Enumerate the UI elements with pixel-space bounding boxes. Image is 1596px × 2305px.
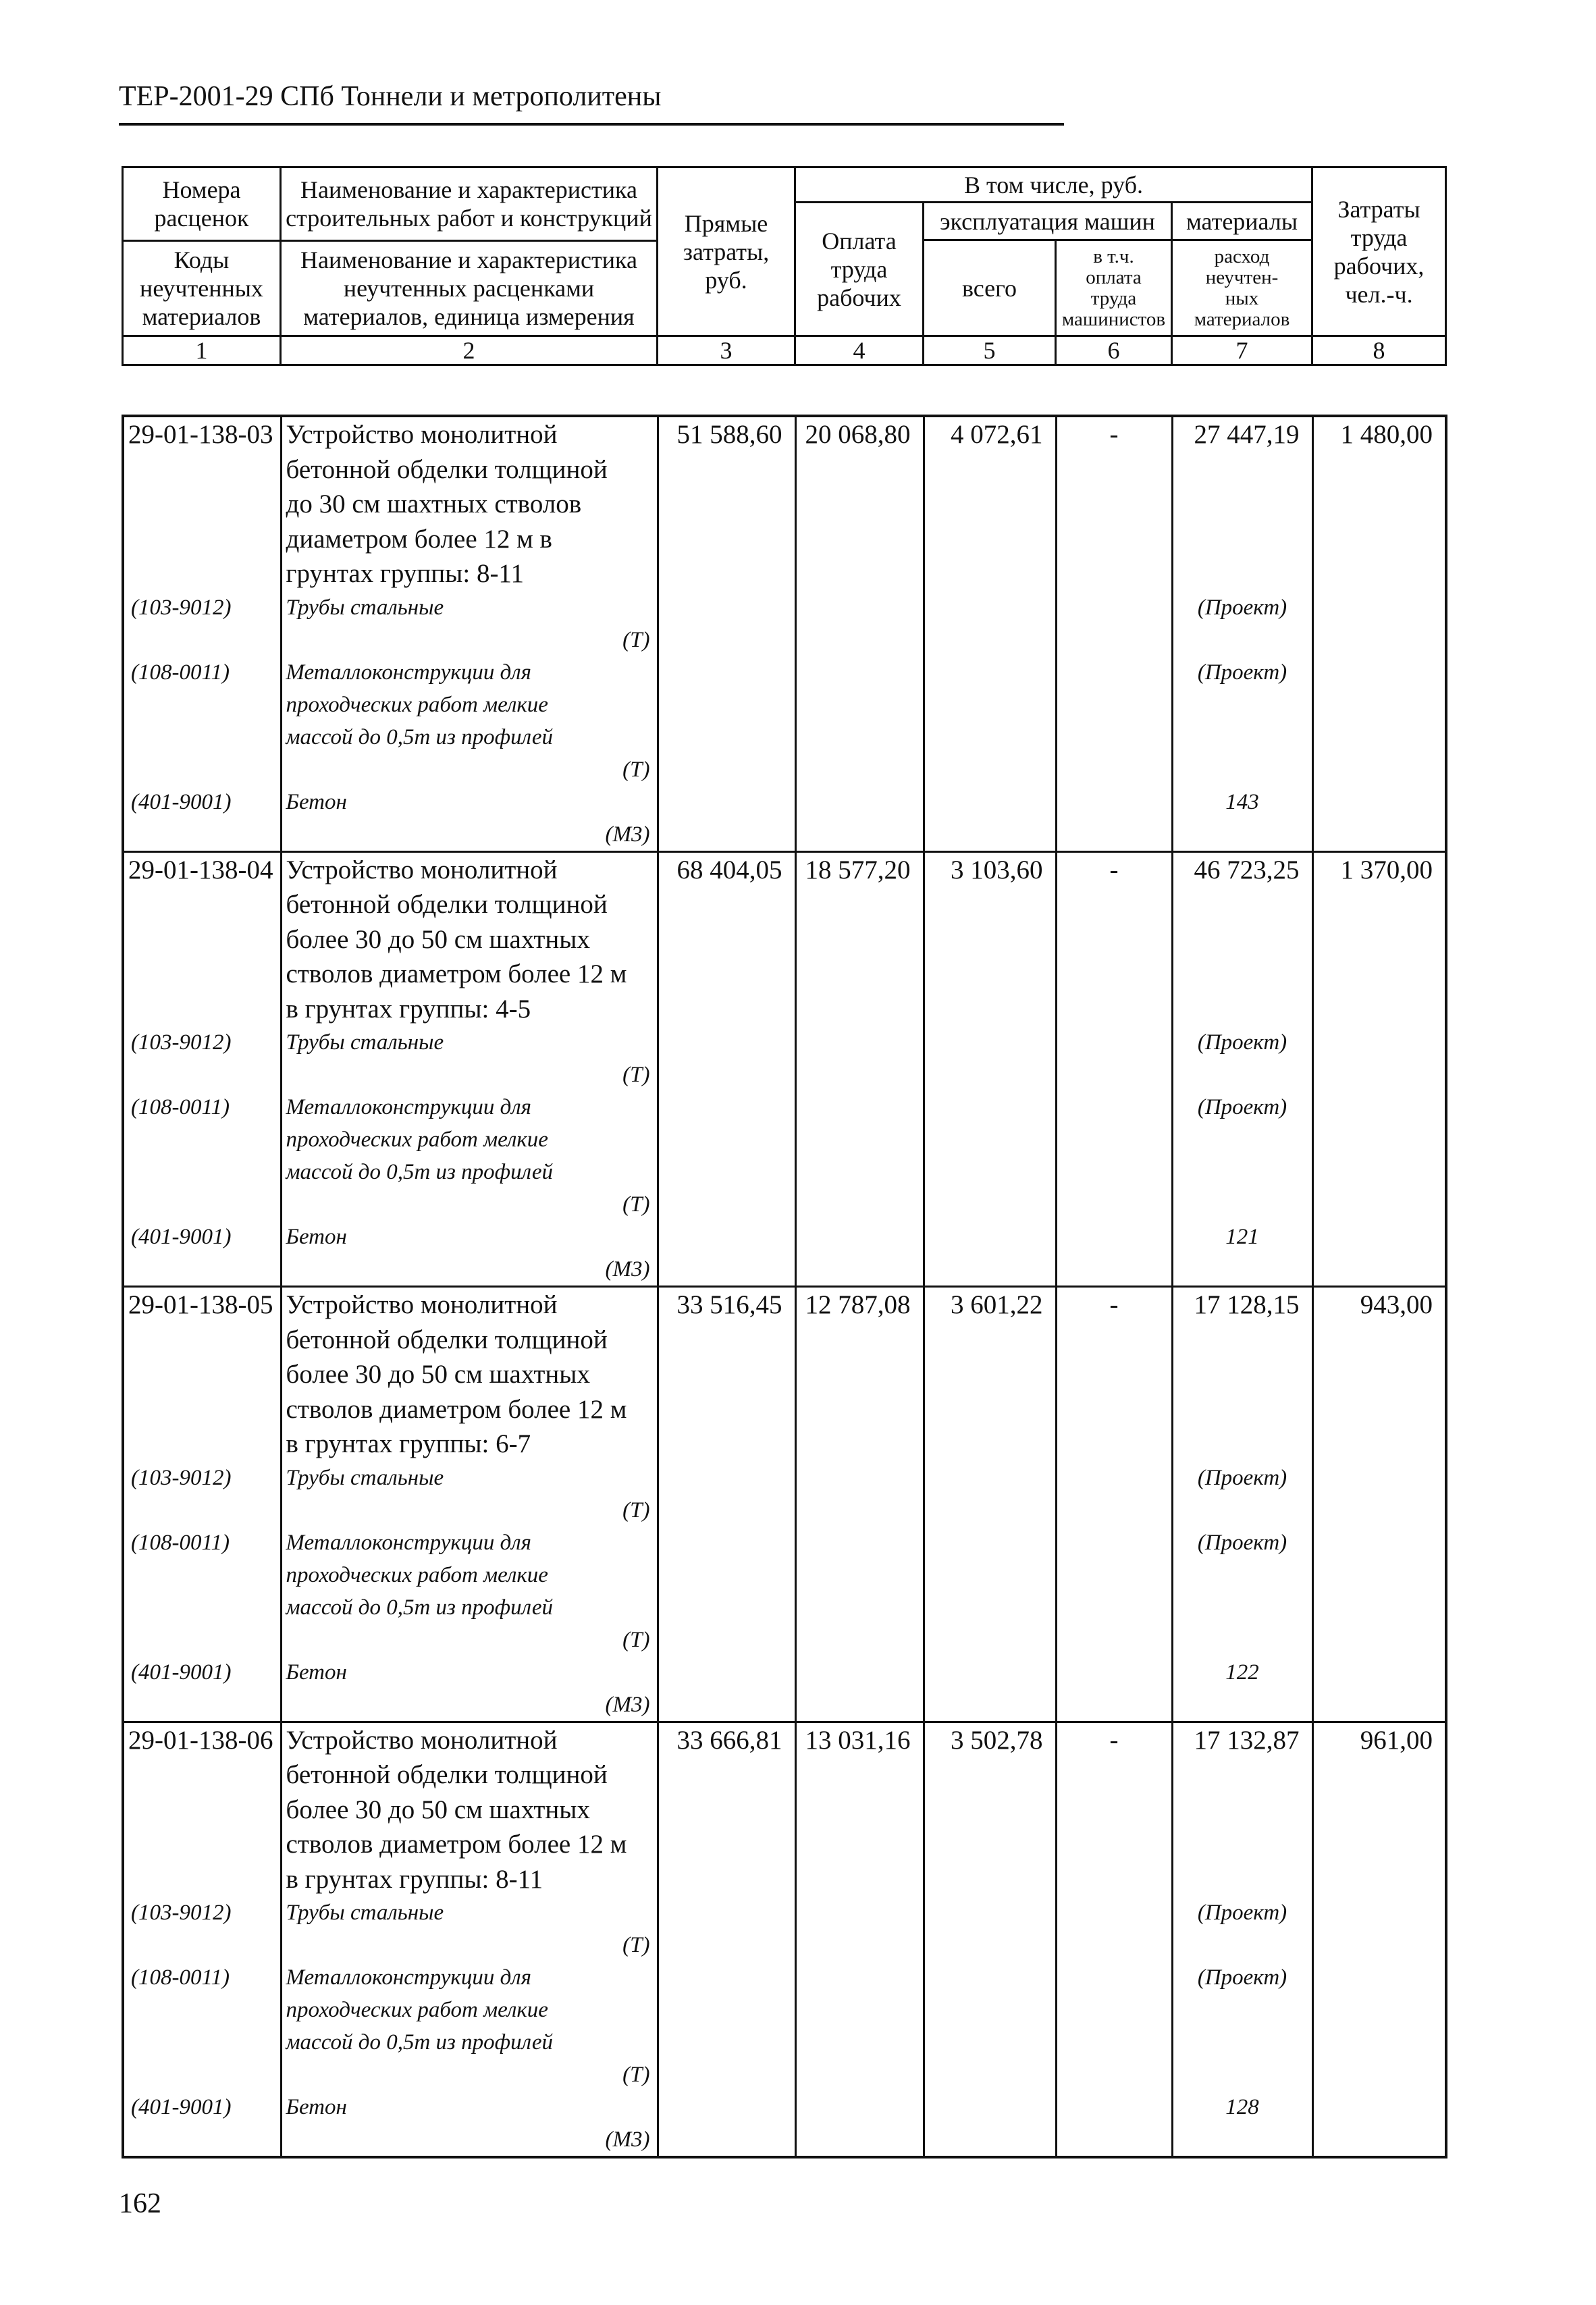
work-name-cell: [281, 851, 658, 1287]
labor-hours-cell: [1312, 1287, 1446, 1722]
header-col4: Оплата труда рабочих: [795, 203, 924, 336]
rate-code-cell: [123, 416, 281, 851]
material-consumption: (Проект): [1197, 1530, 1287, 1555]
work-name-line: в грунтах группы: 4-5: [286, 994, 531, 1024]
table-row: [123, 416, 1446, 851]
material-name-line: Бетон: [286, 1225, 347, 1249]
material-unit: (Т): [622, 1498, 650, 1522]
column-numbers-row: 1 2 3 4 5 6 7 8: [123, 336, 1446, 365]
material-name-line: массой до 0,5т из профилей: [286, 724, 553, 749]
labor-hours-cell: [1312, 851, 1446, 1287]
labor-cost: 20 068,80: [805, 420, 911, 449]
material-unit: (Т): [622, 1933, 650, 1957]
material-unit: (Т): [622, 2063, 650, 2087]
machinists-pay: -: [1109, 1290, 1119, 1319]
direct-costs-cell: [658, 416, 795, 851]
material-name-line: Трубы стальные: [286, 595, 444, 620]
header-col6: в т.ч. оплата труда машинистов: [1056, 240, 1172, 336]
direct-costs: 33 516,45: [676, 1290, 782, 1319]
material-consumption: (Проект): [1197, 1901, 1287, 1925]
work-name-line: бетонной обделки толщиной: [286, 1760, 608, 1789]
labor-hours: 1 370,00: [1340, 855, 1433, 884]
material-unit: (Т): [622, 1063, 650, 1087]
direct-costs: 51 588,60: [676, 420, 782, 449]
work-name-line: стволов диаметром более 12 м: [286, 1830, 627, 1859]
work-name-line: бетонной обделки толщиной: [286, 454, 608, 484]
rate-code: 29-01-138-03: [128, 420, 273, 449]
machines-total: 3 601,22: [951, 1290, 1043, 1319]
labor-hours: 961,00: [1360, 1725, 1433, 1755]
material-name-line: Бетон: [286, 1660, 347, 1685]
header-rule: [119, 123, 1064, 126]
material-code: (103-9012): [131, 1465, 232, 1490]
material-unit: (Т): [622, 1627, 650, 1652]
work-name-cell: [281, 416, 658, 851]
work-name-line: Устройство монолитной: [286, 420, 558, 449]
materials-cell: [1172, 1722, 1312, 2157]
material-code: (103-9012): [131, 1901, 232, 1925]
machines-total-cell: [924, 416, 1056, 851]
materials-cell: [1172, 851, 1312, 1287]
rate-code: 29-01-138-05: [128, 1290, 273, 1319]
header-group: В том числе, руб.: [795, 167, 1312, 203]
labor-hours-cell: [1312, 1722, 1446, 2157]
rate-code: 29-01-138-04: [128, 855, 273, 884]
material-name-line: Трубы стальные: [286, 1030, 444, 1055]
direct-costs-cell: [658, 1287, 795, 1722]
header-col8: Затраты труда рабочих, чел.-ч.: [1312, 167, 1446, 336]
work-name-cell: [281, 1287, 658, 1722]
machinists-pay-cell: [1056, 851, 1172, 1287]
work-name-line: более 30 до 50 см шахтных: [286, 1795, 590, 1824]
work-name-line: бетонной обделки толщиной: [286, 1325, 608, 1354]
material-name-line: массой до 0,5т из профилей: [286, 1160, 553, 1184]
work-name-cell: [281, 1722, 658, 2157]
materials-cell: [1172, 1287, 1312, 1722]
material-unit: (М3): [605, 822, 650, 847]
material-code: (401-9001): [131, 1225, 232, 1249]
header-col2-bottom: Наименование и характеристика неучтенных расценками материалов, единица измерения: [281, 241, 658, 336]
material-consumption: 121: [1225, 1225, 1259, 1249]
material-name-line: Трубы стальные: [286, 1901, 444, 1925]
material-consumption: 122: [1225, 1660, 1259, 1685]
header-machines: эксплуатация машин: [924, 203, 1172, 240]
material-code: (103-9012): [131, 1030, 232, 1055]
labor-cost-cell: [795, 416, 924, 851]
materials-cost: 17 128,15: [1194, 1290, 1300, 1319]
labor-cost-cell: [795, 1722, 924, 2157]
machines-total: 4 072,61: [951, 420, 1043, 449]
material-code: (108-0011): [131, 660, 230, 685]
material-consumption: 128: [1225, 2095, 1259, 2119]
material-consumption: (Проект): [1197, 660, 1287, 685]
header-col2-top: Наименование и характеристика строительных работ и конструкций: [281, 167, 658, 241]
machinists-pay-cell: [1056, 1287, 1172, 1722]
direct-costs: 33 666,81: [676, 1725, 782, 1755]
machines-total-cell: [924, 1287, 1056, 1722]
labor-cost: 13 031,16: [805, 1725, 911, 1755]
material-unit: (М3): [605, 1692, 650, 1717]
material-name-line: массой до 0,5т из профилей: [286, 2030, 553, 2055]
work-name-line: в грунтах группы: 8-11: [286, 1864, 543, 1894]
machinists-pay: -: [1109, 1725, 1119, 1755]
table-row: [123, 1722, 1446, 2157]
material-name-line: проходческих работ мелкие: [286, 1998, 548, 2022]
material-code: (401-9001): [131, 1660, 232, 1685]
material-code: (103-9012): [131, 595, 232, 620]
work-name-line: стволов диаметром более 12 м: [286, 1394, 627, 1424]
rate-code-cell: [123, 1287, 281, 1722]
material-consumption: (Проект): [1197, 1030, 1287, 1055]
labor-cost: 18 577,20: [805, 855, 911, 884]
header-col5: всего: [924, 240, 1056, 336]
work-name-line: в грунтах группы: 6-7: [286, 1429, 531, 1458]
materials-cost: 46 723,25: [1194, 855, 1300, 884]
material-name-line: проходческих работ мелкие: [286, 1128, 548, 1152]
material-unit: (Т): [622, 627, 650, 652]
material-name-line: Металлоконструкции для: [286, 660, 531, 685]
material-code: (108-0011): [131, 1530, 230, 1555]
labor-hours: 943,00: [1360, 1290, 1433, 1319]
header-col1-top: Номера расценок: [123, 167, 281, 241]
rate-code-cell: [123, 851, 281, 1287]
labor-cost: 12 787,08: [805, 1290, 911, 1319]
materials-cost: 17 132,87: [1194, 1725, 1300, 1755]
labor-cost-cell: [795, 1287, 924, 1722]
machinists-pay-cell: [1056, 416, 1172, 851]
material-name-line: Бетон: [286, 2095, 347, 2119]
header-col3: Прямые затраты, руб.: [658, 167, 795, 336]
work-name-line: Устройство монолитной: [286, 1290, 558, 1319]
rate-code: 29-01-138-06: [128, 1725, 273, 1755]
material-unit: (М3): [605, 2127, 650, 2152]
material-name-line: проходческих работ мелкие: [286, 1562, 548, 1587]
work-name-line: бетонной обделки толщиной: [286, 890, 608, 919]
material-name-line: массой до 0,5т из профилей: [286, 1595, 553, 1620]
material-code: (108-0011): [131, 1095, 230, 1119]
material-code: (108-0011): [131, 1965, 230, 1990]
material-code: (401-9001): [131, 789, 232, 814]
work-name-line: Устройство монолитной: [286, 855, 558, 884]
materials-cost: 27 447,19: [1194, 420, 1300, 449]
header-col7: расход неучтен- ных материалов: [1172, 240, 1312, 336]
material-unit: (Т): [622, 757, 650, 782]
page-number: 162: [119, 2188, 161, 2219]
table-row: [123, 1287, 1446, 1722]
running-head: ТЕР-2001-29 СПб Тоннели и метрополитены: [119, 81, 662, 112]
material-consumption: 143: [1225, 789, 1259, 814]
material-consumption: (Проект): [1197, 1095, 1287, 1119]
work-name-line: грунтах группы: 8-11: [286, 559, 524, 588]
material-consumption: (Проект): [1197, 1965, 1287, 1990]
labor-hours-cell: [1312, 416, 1446, 851]
work-name-line: стволов диаметром более 12 м: [286, 959, 627, 988]
material-code: (401-9001): [131, 2095, 232, 2119]
work-name-line: более 30 до 50 см шахтных: [286, 924, 590, 954]
machines-total: 3 502,78: [951, 1725, 1043, 1755]
work-name-line: до 30 см шахтных стволов: [286, 489, 582, 519]
material-name-line: Трубы стальные: [286, 1465, 444, 1490]
table-row: [123, 851, 1446, 1287]
labor-cost-cell: [795, 851, 924, 1287]
material-consumption: (Проект): [1197, 595, 1287, 620]
machines-total: 3 103,60: [951, 855, 1043, 884]
material-name-line: проходческих работ мелкие: [286, 692, 548, 717]
materials-cell: [1172, 416, 1312, 851]
material-unit: (Т): [622, 1192, 650, 1217]
machinists-pay: -: [1109, 855, 1119, 884]
material-name-line: Металлоконструкции для: [286, 1965, 531, 1990]
rate-code-cell: [123, 1722, 281, 2157]
direct-costs: 68 404,05: [676, 855, 782, 884]
material-name-line: Металлоконструкции для: [286, 1095, 531, 1119]
work-name-line: более 30 до 50 см шахтных: [286, 1360, 590, 1389]
machinists-pay-cell: [1056, 1722, 1172, 2157]
table-header: [122, 166, 1447, 366]
rates-table: [122, 415, 1447, 2158]
work-name-line: Устройство монолитной: [286, 1725, 558, 1755]
machines-total-cell: [924, 1722, 1056, 2157]
work-name-line: диаметром более 12 м в: [286, 524, 552, 554]
material-name-line: Металлоконструкции для: [286, 1530, 531, 1555]
material-name-line: Бетон: [286, 789, 347, 814]
machines-total-cell: [924, 851, 1056, 1287]
material-consumption: (Проект): [1197, 1465, 1287, 1490]
header-materials: материалы: [1172, 203, 1312, 240]
direct-costs-cell: [658, 1722, 795, 2157]
header-col1-bottom: Коды неучтенных материалов: [123, 241, 281, 336]
direct-costs-cell: [658, 851, 795, 1287]
material-unit: (М3): [605, 1257, 650, 1281]
labor-hours: 1 480,00: [1340, 420, 1433, 449]
machinists-pay: -: [1109, 420, 1119, 449]
